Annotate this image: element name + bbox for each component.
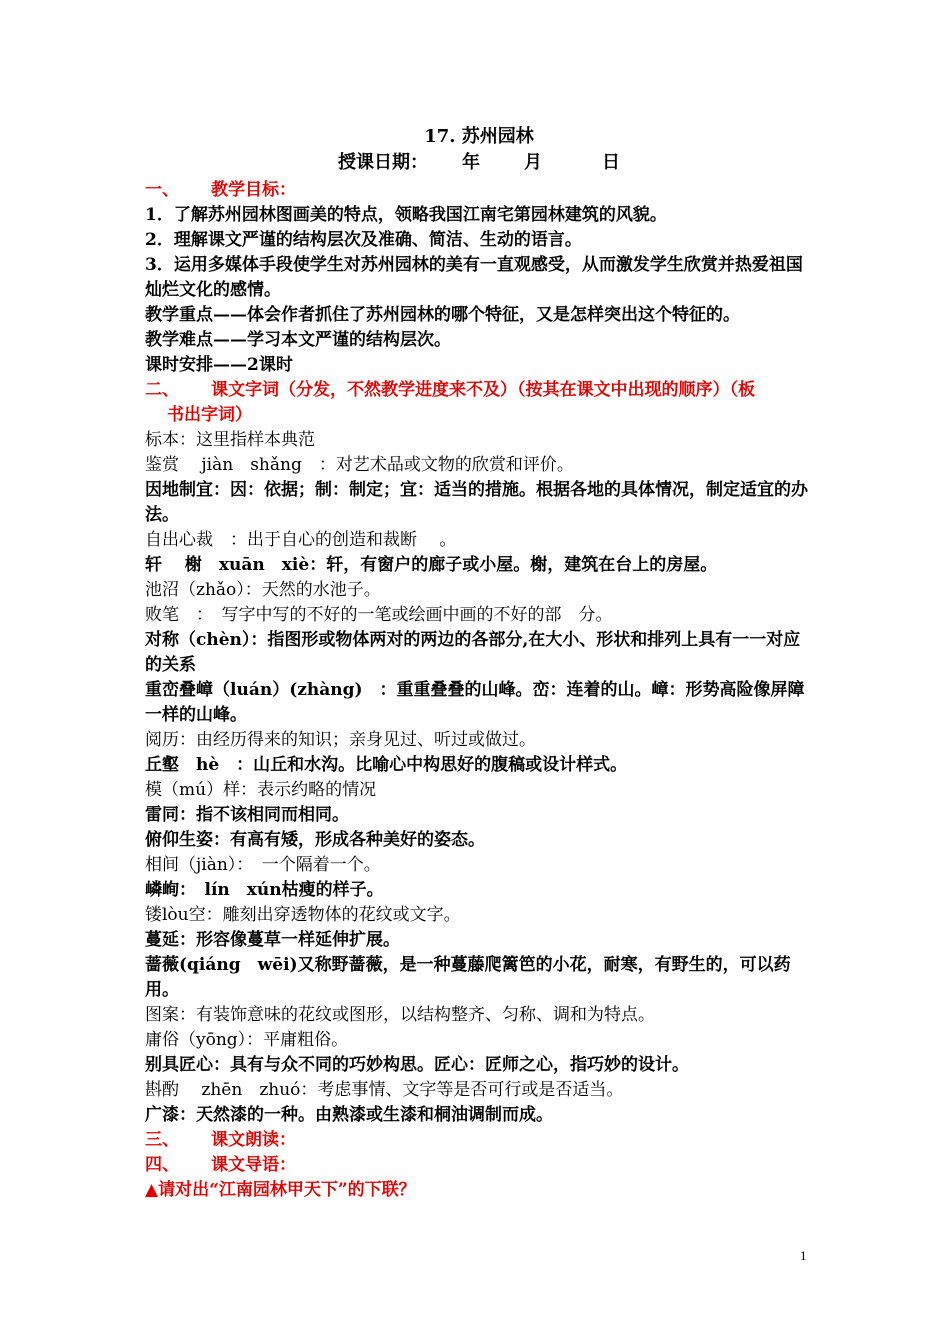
vocab-item: 嶙峋： lín xún枯瘦的样子。: [145, 880, 384, 900]
couplet-prompt: ▲请对出“江南园林甲天下”的下联？: [145, 1180, 416, 1200]
vocab-item: 对称（chèn）：指图形或物体两对的两边的各部分,在大小、形状和排列上具有一一对应的关系: [145, 630, 801, 675]
vocab-item: 镂lòu空：雕刻出穿透物体的花纹或文字。: [145, 905, 461, 925]
goal-item: 3．运用多媒体手段使学生对苏州园林的美有一直观感受，从而激发学生欣赏并热爱祖国灿烂文化的感情。: [145, 255, 803, 300]
page-number: 1: [800, 1248, 807, 1263]
section-heading-3: 三、 课文朗读：: [145, 1130, 296, 1150]
vocab-item: 蔷薇(qiáng wēi)又称野蔷薇，是一种蔓藤爬篱笆的小花，耐寒，有野生的，可以药用。: [145, 955, 791, 1000]
difficulty: 教学难点——学习本文严谨的结构层次。: [145, 330, 451, 350]
vocab-item: 别具匠心：具有与众不同的巧妙构思。匠心：匠师之心，指巧妙的设计。: [145, 1055, 689, 1075]
vocab-item: 阅历：由经历得来的知识；亲身见过、听过或做过。: [145, 730, 536, 750]
vocab-item: 自出心裁 ：出于自心的创造和裁断 。: [145, 530, 457, 550]
vocab-item: 斟酌 zhēn zhuó：考虑事情、文字等是否可行或是否适当。: [145, 1080, 624, 1100]
schedule: 课时安排——2课时: [145, 355, 293, 375]
section-heading-4: 四、 课文导语：: [145, 1155, 296, 1175]
section-heading-2: 二、 课文字词（分发，不然教学进度来不及）（按其在课文中出现的顺序）（板: [145, 380, 755, 400]
vocab-item: 轩 榭 xuān xiè：轩，有窗户的廊子或小屋。榭，建筑在台上的房屋。: [145, 555, 718, 575]
vocab-item: 鉴赏 jiàn shǎng ：对艺术品或文物的欣赏和评价。: [145, 455, 574, 475]
teaching-date: [145, 150, 813, 176]
section-heading-2-cont: 书出字词）: [167, 405, 252, 425]
goal-item: 2．理解课文严谨的结构层次及准确、简洁、生动的语言。: [145, 230, 582, 250]
vocab-item: 模（mú）样：表示约略的情况: [145, 780, 377, 800]
key-point: 教学重点——体会作者抓住了苏州园林的哪个特征，又是怎样突出这个特征的。: [145, 305, 740, 325]
date-label: 授课日期：: [338, 152, 428, 173]
vocab-item: 池沼（zhǎo）：天然的水池子。: [145, 580, 381, 600]
vocab-item: 广漆：天然漆的一种。由熟漆或生漆和桐油调制而成。: [145, 1105, 553, 1125]
section-heading-1: 一、 教学目标：: [145, 180, 296, 200]
vocab-item: 丘壑 hè ：山丘和水沟。比喻心中构思好的腹稿或设计样式。: [145, 755, 628, 775]
lesson-title: 17. 苏州园林: [424, 126, 534, 147]
vocab-item: 败笔 ： 写字中写的不好的一笔或绘画中画的不好的部 分。: [145, 605, 613, 625]
vocab-item: 蔓延：形容像蔓草一样延伸扩展。: [145, 930, 400, 950]
vocab-item: 标本：这里指样本典范: [145, 430, 315, 450]
goal-item: 1．了解苏州园林图画美的特点，领略我国江南宅第园林建筑的风貌。: [145, 205, 667, 225]
vocab-item: 庸俗（yōng）：平庸粗俗。: [145, 1030, 349, 1050]
document-body: [145, 124, 813, 1203]
date-month: 月: [524, 152, 542, 173]
date-year: 年: [462, 152, 480, 173]
vocab-item: 雷同：指不该相同而相同。: [145, 805, 349, 825]
vocab-item: 重峦叠嶂（luán）(zhàng) ：重重叠叠的山峰。峦：连着的山。嶂：形势高险像屏障一样的山峰。: [145, 680, 805, 725]
vocab-item: 因地制宜：因：依据；制：制定；宜：适当的措施。根据各地的具体情况，制定适宜的办法。: [145, 480, 808, 525]
vocab-item: 俯仰生姿：有高有矮，形成各种美好的姿态。: [145, 830, 485, 850]
vocab-item: 图案：有装饰意味的花纹或图形，以结构整齐、匀称、调和为特点。: [145, 1005, 655, 1025]
date-day: 日: [602, 152, 620, 173]
vocab-list: [145, 428, 813, 1128]
vocab-item: 相间（jiàn）： 一个隔着一个。: [145, 855, 381, 875]
